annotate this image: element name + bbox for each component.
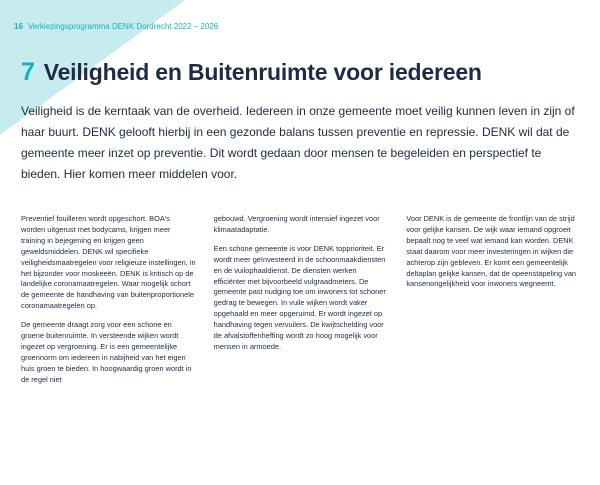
column-3 <box>406 214 581 394</box>
chapter-title <box>21 58 482 87</box>
chapter-title-text: Veiligheid en Buitenruimte voor iedereen <box>43 59 482 85</box>
column-2-paragraph-2: Een schone gemeente is voor DENK topprioriteit. Er wordt meer geïnvesteerd in de schoonmaakdiensten en de vuilophaaldienst. De diensten werken efficiënter met bijvoorbeeld vulgraadmeters. De gemeente past nudging toe om inwoners tot schoner gedrag te bewegen. In vuile wijken wordt vaker opgehaald en meer opgeruimd. Er wordt ingezet op handhaving tegen vervuilers. De kwijtschelding voor de afvalstoffenheffing wordt zo hoog mogelijk voor mensen in armoede. <box>213 243 386 351</box>
chapter-number: 7 <box>21 58 35 86</box>
intro-paragraph: Veiligheid is de kerntaak van de overheid. Iedereen in onze gemeente moet veilig kunnen leven in zijn of haar buurt. DENK gelooft hierbij in een gezonde balans tussen preventie en repressie. DENK wil dat de gemeente meer inzet op preventie. Dit wordt gedaan door mensen te begeleiden en perspectief te bieden. Hier komen meer middelen voor. <box>21 104 575 181</box>
column-1 <box>21 214 196 394</box>
column-1-paragraph-1: Preventief fouilleren wordt opgeschort. BOA's worden uitgerust met bodycams, krijgen meer training in bejegening en krijgen geen geweldsmiddelen. DENK wil specifieke veiligheidsmaatregelen voor religieuze instellingen, in het bijzonder voor moskeeën. DENK is kritisch op de landelijke coronamaatregelen. Waar mogelijk schort de gemeente de handhaving van buitenproportionele coronamaatregelen op. <box>21 214 196 311</box>
column-2-paragraph-1: gebouwd. Vergroening wordt intensief ingezet voor klimaatadaptatie. <box>213 214 380 234</box>
page-number: 16 <box>14 22 23 31</box>
column-1-paragraph-2: De gemeente draagt zorg voor een schone en groene buitenruimte. In versteende wijken wordt ingezet op vergroening. Er is een gemeentelijke groennorm om iedereen in nabijheid van het eigen huis groen te bieden. In hoogwaardig groen wordt in de regel niet <box>21 320 192 384</box>
header-text: Verkiezingsprogramma DENK Dordrecht 2022 – 2026 <box>27 22 219 31</box>
body-columns <box>21 214 581 394</box>
column-3-paragraph-1: Voor DENK is de gemeente de frontlijn van de strijd voor gelijke kansen. De wijk waar iemand opgroeit bepaalt nog te veel wat iemand kan worden. DENK staat daarom voor meer investeringen in wijken die achterop zijn gebleven. Er komt een gemeentelijk deltaplan gelijke kansen, dat de opeenstapeling van kansenongelijkheid voor inwoners wegneemt. <box>406 214 577 289</box>
column-2 <box>214 214 389 394</box>
page-header <box>14 22 218 31</box>
